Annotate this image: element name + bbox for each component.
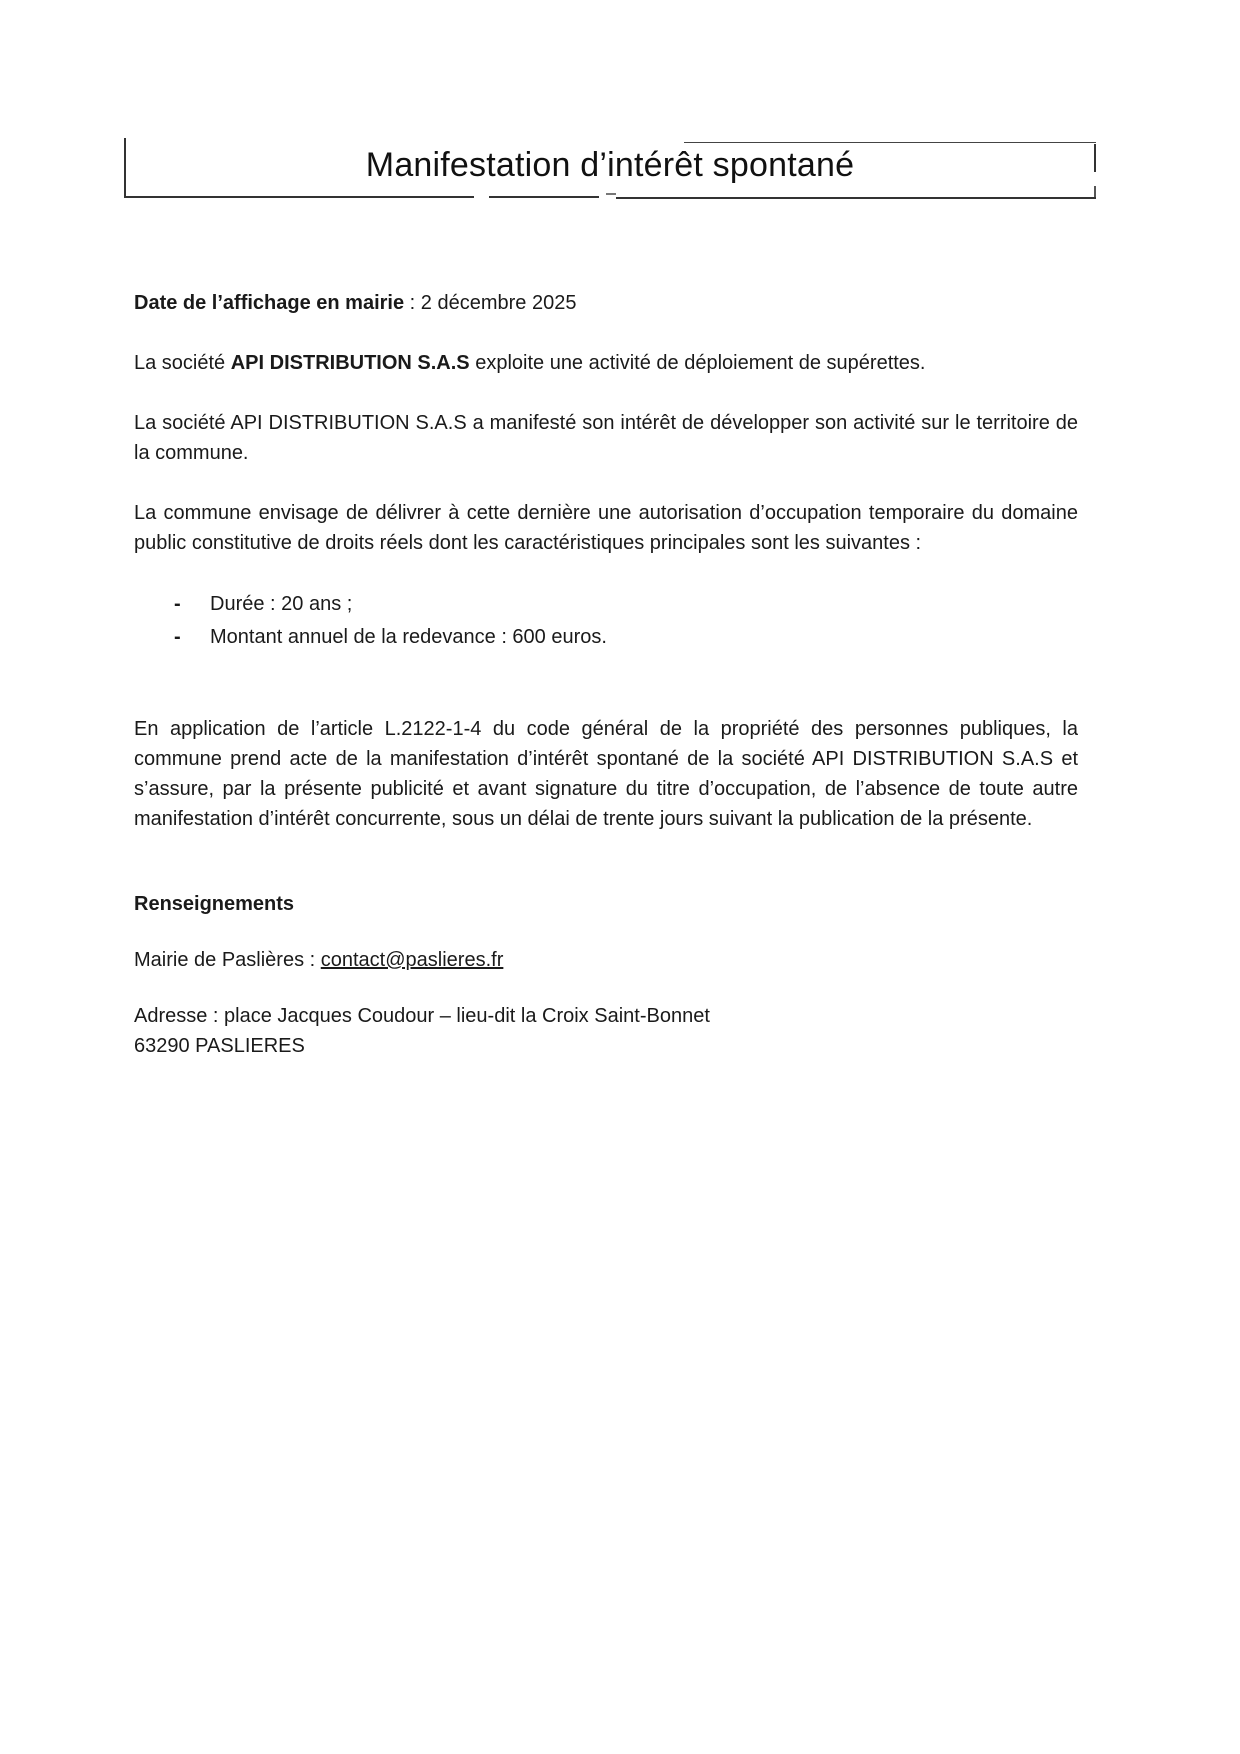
title-frame: [124, 138, 1096, 200]
dash-bullet: -: [174, 626, 181, 648]
paragraph-company-activity: [134, 348, 1078, 378]
paragraph-authorization: La commune envisage de délivrer à cette dernière une autorisation d’occupation temporaire du domaine public constitutive de droits réels dont les caractéristiques principales sont les suivantes :: [134, 502, 1078, 554]
posting-date-value: 2 décembre 2025: [420, 292, 577, 314]
paragraph-text: exploite une activité de déploiement de supérettes.: [469, 352, 926, 374]
info-heading: [134, 889, 1078, 919]
dash-bullet: -: [174, 593, 181, 615]
info-heading-text: Renseignements: [134, 893, 295, 915]
posting-date-line: [134, 288, 1078, 318]
document-body: [134, 288, 1078, 1061]
contact-label: Mairie de Paslières :: [134, 949, 321, 971]
frame-top-border: [684, 142, 1096, 143]
frame-bottom-border: [124, 196, 474, 198]
list-item-text: Montant annuel de la redevance : 600 euros.: [210, 626, 607, 648]
paragraph-legal-application: En application de l’article L.2122-1-4 du code général de la propriété des personnes publiques, la commune prend acte de la manifestation d’intérêt spontané de la société API DISTRIBUTION S.A.S et s’assure, par la présente publicité et avant signature du titre d’occupation, de l’absence de toute autre manifestation d’intérêt concurrente, sous un délai de trente jours suivant la publication de la présente.: [134, 718, 1078, 830]
paragraph-text: La société: [134, 352, 231, 374]
list-item: [174, 588, 1078, 621]
company-name: API DISTRIBUTION S.A.S: [230, 352, 470, 374]
contact-email-link[interactable]: contact@paslieres.fr: [320, 949, 504, 971]
paragraph-interest: La société API DISTRIBUTION S.A.S a manifesté son intérêt de développer son activité sur le territoire de la commune.: [134, 412, 1078, 464]
characteristics-list: [134, 588, 1078, 654]
page-title: Manifestation d’intérêt spontané: [365, 146, 855, 184]
postal-code-line: 63290 PASLIERES: [134, 1035, 305, 1057]
frame-bottom-tick: [606, 193, 616, 195]
frame-bottom-border: [489, 196, 599, 198]
list-item: [174, 621, 1078, 654]
list-item-text: Durée : 20 ans ;: [210, 593, 353, 615]
frame-bottom-border: [616, 197, 1096, 199]
posting-date-separator: :: [404, 292, 421, 314]
contact-line: [134, 945, 1078, 975]
posting-date-label: Date de l’affichage en mairie: [134, 292, 405, 314]
address-line: Adresse : place Jacques Coudour – lieu-dit la Croix Saint-Bonnet: [134, 1005, 710, 1027]
